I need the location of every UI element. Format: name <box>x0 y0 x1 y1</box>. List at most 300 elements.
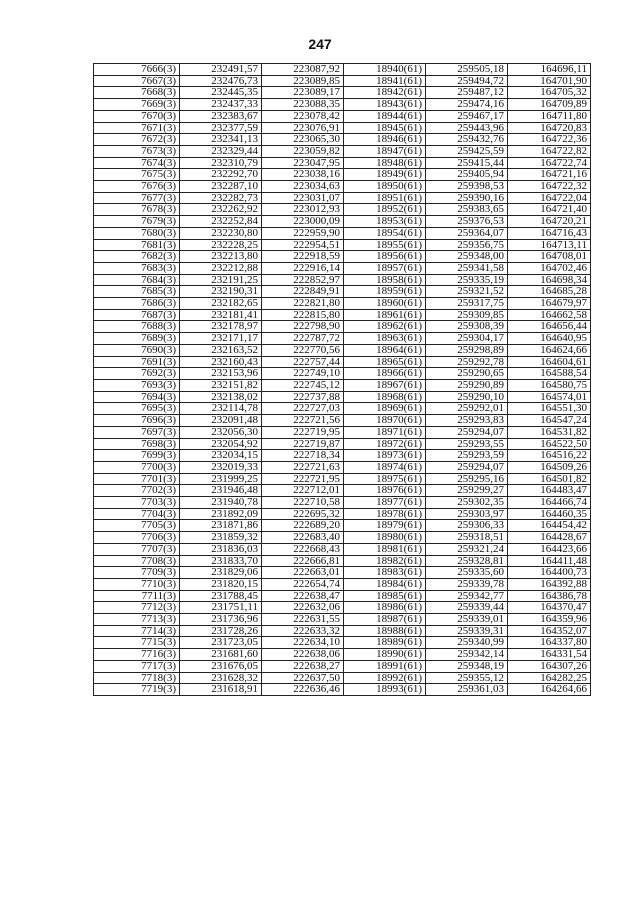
table-row <box>94 169 591 181</box>
table-cell: 164580,75 <box>508 379 591 391</box>
table-cell: 164713,11 <box>508 239 591 251</box>
table-cell: 18964(61) <box>344 344 426 356</box>
table-cell: 7688(3) <box>94 321 180 333</box>
table-row <box>94 157 591 169</box>
table-cell: 223087,92 <box>262 64 344 76</box>
table-cell: 232491,57 <box>180 64 262 76</box>
table-cell: 7666(3) <box>94 64 180 76</box>
table-cell: 164370,47 <box>508 602 591 614</box>
table-cell: 7711(3) <box>94 590 180 602</box>
table-cell: 164722,36 <box>508 134 591 146</box>
table-cell: 7680(3) <box>94 227 180 239</box>
table-cell: 164662,58 <box>508 309 591 321</box>
table-cell: 232181,41 <box>180 309 262 321</box>
table-cell: 7677(3) <box>94 192 180 204</box>
table-cell: 231829,06 <box>180 567 262 579</box>
table-row <box>94 532 591 544</box>
table-cell: 231723,05 <box>180 637 262 649</box>
table-cell: 232151,82 <box>180 379 262 391</box>
table-row <box>94 192 591 204</box>
table-row <box>94 660 591 672</box>
table-cell: 222849,91 <box>262 286 344 298</box>
table-cell: 7705(3) <box>94 520 180 532</box>
table-cell: 164551,30 <box>508 403 591 415</box>
table-cell: 164307,26 <box>508 660 591 672</box>
table-cell: 18962(61) <box>344 321 426 333</box>
table-cell: 259339,44 <box>426 602 508 614</box>
table-cell: 18992(61) <box>344 672 426 684</box>
table-cell: 164454,42 <box>508 520 591 532</box>
table-cell: 7691(3) <box>94 356 180 368</box>
table-cell: 231788,45 <box>180 590 262 602</box>
table-cell: 7685(3) <box>94 286 180 298</box>
table-cell: 7676(3) <box>94 181 180 193</box>
table-cell: 232252,84 <box>180 216 262 228</box>
page-number: 247 <box>308 36 332 52</box>
table-cell: 164428,67 <box>508 532 591 544</box>
table-cell: 7710(3) <box>94 578 180 590</box>
table-cell: 7682(3) <box>94 251 180 263</box>
table-cell: 222633,32 <box>262 625 344 637</box>
table-cell: 18944(61) <box>344 110 426 122</box>
table-cell: 231892,09 <box>180 508 262 520</box>
table-cell: 7683(3) <box>94 262 180 274</box>
table-row <box>94 403 591 415</box>
table-cell: 18956(61) <box>344 251 426 263</box>
table-cell: 222770,56 <box>262 344 344 356</box>
table-cell: 259339,31 <box>426 625 508 637</box>
table-cell: 232230,80 <box>180 227 262 239</box>
table-cell: 18983(61) <box>344 567 426 579</box>
table-cell: 7713(3) <box>94 614 180 626</box>
table-cell: 222632,06 <box>262 602 344 614</box>
table-cell: 259339,78 <box>426 578 508 590</box>
table-cell: 232190,31 <box>180 286 262 298</box>
table-cell: 222821,80 <box>262 298 344 310</box>
table-cell: 164705,32 <box>508 87 591 99</box>
table-cell: 232138,02 <box>180 391 262 403</box>
table-cell: 232163,52 <box>180 344 262 356</box>
table-cell: 164711,80 <box>508 110 591 122</box>
table-cell: 7693(3) <box>94 379 180 391</box>
table-cell: 232171,17 <box>180 333 262 345</box>
table-row <box>94 64 591 76</box>
table-cell: 7703(3) <box>94 497 180 509</box>
table-cell: 231676,05 <box>180 660 262 672</box>
table-cell: 164359,96 <box>508 614 591 626</box>
table-row <box>94 262 591 274</box>
table-cell: 259348,19 <box>426 660 508 672</box>
table-cell: 164696,11 <box>508 64 591 76</box>
table-cell: 222638,27 <box>262 660 344 672</box>
table-cell: 18941(61) <box>344 75 426 87</box>
table-cell: 164282,25 <box>508 672 591 684</box>
table-cell: 259474,16 <box>426 99 508 111</box>
table-cell: 259303,97 <box>426 508 508 520</box>
table-cell: 232191,25 <box>180 274 262 286</box>
table-cell: 232054,92 <box>180 438 262 450</box>
table-row <box>94 578 591 590</box>
table-cell: 232213,80 <box>180 251 262 263</box>
table-cell: 164708,01 <box>508 251 591 263</box>
table-cell: 232056,30 <box>180 426 262 438</box>
table-cell: 222631,55 <box>262 614 344 626</box>
table-cell: 18950(61) <box>344 181 426 193</box>
table-cell: 18982(61) <box>344 555 426 567</box>
table-row <box>94 473 591 485</box>
table-cell: 164392,88 <box>508 578 591 590</box>
table-cell: 7708(3) <box>94 555 180 567</box>
table-row <box>94 520 591 532</box>
table-cell: 222954,51 <box>262 239 344 251</box>
table-cell: 232282,73 <box>180 192 262 204</box>
table-cell: 231820,15 <box>180 578 262 590</box>
table-cell: 259304,17 <box>426 333 508 345</box>
table-row <box>94 145 591 157</box>
table-cell: 232445,35 <box>180 87 262 99</box>
table-cell: 222634,10 <box>262 637 344 649</box>
table-row <box>94 602 591 614</box>
table-cell: 222637,50 <box>262 672 344 684</box>
table-row <box>94 134 591 146</box>
table-row <box>94 216 591 228</box>
table-row <box>94 227 591 239</box>
table-cell: 7699(3) <box>94 450 180 462</box>
table-row <box>94 87 591 99</box>
table-cell: 223047,95 <box>262 157 344 169</box>
table-cell: 222683,40 <box>262 532 344 544</box>
table-row <box>94 614 591 626</box>
table-cell: 18954(61) <box>344 227 426 239</box>
table-cell: 18986(61) <box>344 602 426 614</box>
table-cell: 259309,85 <box>426 309 508 321</box>
table-cell: 7712(3) <box>94 602 180 614</box>
table-cell: 18957(61) <box>344 262 426 274</box>
table-cell: 232292,70 <box>180 169 262 181</box>
table-cell: 259292,01 <box>426 403 508 415</box>
table-cell: 164624,66 <box>508 344 591 356</box>
table-cell: 18972(61) <box>344 438 426 450</box>
table-cell: 164679,97 <box>508 298 591 310</box>
table-cell: 259364,07 <box>426 227 508 239</box>
table-cell: 7692(3) <box>94 368 180 380</box>
table-row <box>94 356 591 368</box>
table-cell: 223089,17 <box>262 87 344 99</box>
table-row <box>94 625 591 637</box>
table-cell: 18970(61) <box>344 415 426 427</box>
table-cell: 164698,34 <box>508 274 591 286</box>
table-cell: 7702(3) <box>94 485 180 497</box>
table-cell: 18984(61) <box>344 578 426 590</box>
table-cell: 223078,42 <box>262 110 344 122</box>
table-cell: 18988(61) <box>344 625 426 637</box>
table-cell: 259335,60 <box>426 567 508 579</box>
table-cell: 7674(3) <box>94 157 180 169</box>
table-cell: 223088,35 <box>262 99 344 111</box>
table-cell: 164400,73 <box>508 567 591 579</box>
table-cell: 18949(61) <box>344 169 426 181</box>
table-cell: 164604,61 <box>508 356 591 368</box>
table-cell: 18955(61) <box>344 239 426 251</box>
table-cell: 7698(3) <box>94 438 180 450</box>
table-cell: 232212,88 <box>180 262 262 274</box>
table-cell: 222636,46 <box>262 684 344 696</box>
table-row <box>94 110 591 122</box>
table-cell: 232182,65 <box>180 298 262 310</box>
table-cell: 222721,56 <box>262 415 344 427</box>
table-cell: 223038,16 <box>262 169 344 181</box>
table-cell: 223034,63 <box>262 181 344 193</box>
table-cell: 18993(61) <box>344 684 426 696</box>
table-cell: 7715(3) <box>94 637 180 649</box>
table-cell: 259340,99 <box>426 637 508 649</box>
table-cell: 164509,26 <box>508 461 591 473</box>
table-cell: 259390,16 <box>426 192 508 204</box>
table-cell: 231859,32 <box>180 532 262 544</box>
table-row <box>94 637 591 649</box>
table-row <box>94 99 591 111</box>
table-cell: 7669(3) <box>94 99 180 111</box>
table-cell: 164547,24 <box>508 415 591 427</box>
table-cell: 164331,54 <box>508 649 591 661</box>
table-cell: 222727,03 <box>262 403 344 415</box>
table-cell: 18968(61) <box>344 391 426 403</box>
table-cell: 231751,11 <box>180 602 262 614</box>
table-cell: 222638,47 <box>262 590 344 602</box>
table-cell: 7696(3) <box>94 415 180 427</box>
table-cell: 259293,59 <box>426 450 508 462</box>
table-cell: 164709,89 <box>508 99 591 111</box>
table-cell: 259383,65 <box>426 204 508 216</box>
table-cell: 259355,12 <box>426 672 508 684</box>
table-row <box>94 368 591 380</box>
table-row <box>94 508 591 520</box>
table-cell: 7694(3) <box>94 391 180 403</box>
table-cell: 259342,14 <box>426 649 508 661</box>
table-cell: 222959,90 <box>262 227 344 239</box>
table-cell: 164721,16 <box>508 169 591 181</box>
table-cell: 7675(3) <box>94 169 180 181</box>
table-cell: 222695,32 <box>262 508 344 520</box>
table-row <box>94 415 591 427</box>
table-cell: 18951(61) <box>344 192 426 204</box>
table-cell: 259295,16 <box>426 473 508 485</box>
table-cell: 223031,07 <box>262 192 344 204</box>
table-cell: 164386,78 <box>508 590 591 602</box>
table-cell: 259306,33 <box>426 520 508 532</box>
table-cell: 222749,10 <box>262 368 344 380</box>
table-cell: 18975(61) <box>344 473 426 485</box>
table-cell: 232437,33 <box>180 99 262 111</box>
table-cell: 222666,81 <box>262 555 344 567</box>
table-row <box>94 321 591 333</box>
table-cell: 222815,80 <box>262 309 344 321</box>
table-row <box>94 590 591 602</box>
table-cell: 7690(3) <box>94 344 180 356</box>
table-cell: 7716(3) <box>94 649 180 661</box>
coordinates-table-body <box>94 64 591 696</box>
table-cell: 259443,96 <box>426 122 508 134</box>
table-cell: 164531,82 <box>508 426 591 438</box>
table-cell: 18948(61) <box>344 157 426 169</box>
table-cell: 18945(61) <box>344 122 426 134</box>
table-cell: 164702,46 <box>508 262 591 274</box>
table-cell: 232034,15 <box>180 450 262 462</box>
table-cell: 164640,95 <box>508 333 591 345</box>
table-cell: 222852,97 <box>262 274 344 286</box>
table-cell: 259487,12 <box>426 87 508 99</box>
table-cell: 18978(61) <box>344 508 426 520</box>
table-cell: 164352,07 <box>508 625 591 637</box>
table-cell: 232228,25 <box>180 239 262 251</box>
table-cell: 259405,94 <box>426 169 508 181</box>
table-cell: 18953(61) <box>344 216 426 228</box>
table-cell: 7667(3) <box>94 75 180 87</box>
table-cell: 222757,44 <box>262 356 344 368</box>
table-cell: 18967(61) <box>344 379 426 391</box>
table-cell: 222721,95 <box>262 473 344 485</box>
table-cell: 164722,32 <box>508 181 591 193</box>
table-row <box>94 379 591 391</box>
table-cell: 259321,24 <box>426 543 508 555</box>
table-cell: 164701,90 <box>508 75 591 87</box>
table-cell: 259415,44 <box>426 157 508 169</box>
table-cell: 222668,43 <box>262 543 344 555</box>
table-row <box>94 672 591 684</box>
table-cell: 164264,66 <box>508 684 591 696</box>
table-cell: 164685,28 <box>508 286 591 298</box>
table-cell: 232178,97 <box>180 321 262 333</box>
table-cell: 18990(61) <box>344 649 426 661</box>
table-cell: 164722,04 <box>508 192 591 204</box>
table-cell: 259318,51 <box>426 532 508 544</box>
table-cell: 222916,14 <box>262 262 344 274</box>
table-row <box>94 298 591 310</box>
table-cell: 164656,44 <box>508 321 591 333</box>
table-cell: 7707(3) <box>94 543 180 555</box>
table-cell: 18961(61) <box>344 309 426 321</box>
table-cell: 222712,01 <box>262 485 344 497</box>
table-cell: 7719(3) <box>94 684 180 696</box>
table-cell: 259294,07 <box>426 461 508 473</box>
table-cell: 7673(3) <box>94 145 180 157</box>
table-cell: 223065,30 <box>262 134 344 146</box>
table-cell: 259317,75 <box>426 298 508 310</box>
table-cell: 164720,83 <box>508 122 591 134</box>
table-cell: 164460,35 <box>508 508 591 520</box>
table-cell: 7689(3) <box>94 333 180 345</box>
table-cell: 232476,73 <box>180 75 262 87</box>
table-cell: 18940(61) <box>344 64 426 76</box>
table-cell: 18976(61) <box>344 485 426 497</box>
table-cell: 222689,20 <box>262 520 344 532</box>
table-row <box>94 344 591 356</box>
table-cell: 231728,26 <box>180 625 262 637</box>
table-row <box>94 567 591 579</box>
table-cell: 7671(3) <box>94 122 180 134</box>
table-row <box>94 438 591 450</box>
table-cell: 222745,12 <box>262 379 344 391</box>
table-cell: 18947(61) <box>344 145 426 157</box>
table-cell: 231618,91 <box>180 684 262 696</box>
table-cell: 232341,13 <box>180 134 262 146</box>
table-cell: 18959(61) <box>344 286 426 298</box>
table-cell: 222718,34 <box>262 450 344 462</box>
table-cell: 164721,40 <box>508 204 591 216</box>
table-cell: 223059,82 <box>262 145 344 157</box>
table-cell: 259376,53 <box>426 216 508 228</box>
table-cell: 7684(3) <box>94 274 180 286</box>
table-cell: 232153,96 <box>180 368 262 380</box>
table-cell: 231946,48 <box>180 485 262 497</box>
table-cell: 231871,86 <box>180 520 262 532</box>
table-row <box>94 497 591 509</box>
table-cell: 231940,78 <box>180 497 262 509</box>
table-cell: 259335,19 <box>426 274 508 286</box>
table-cell: 232091,48 <box>180 415 262 427</box>
table-row <box>94 251 591 263</box>
table-row <box>94 333 591 345</box>
table-cell: 259290,89 <box>426 379 508 391</box>
table-cell: 164483,47 <box>508 485 591 497</box>
table-cell: 164722,82 <box>508 145 591 157</box>
table-cell: 259361,03 <box>426 684 508 696</box>
table-cell: 232262,92 <box>180 204 262 216</box>
table-cell: 164716,43 <box>508 227 591 239</box>
table-cell: 18987(61) <box>344 614 426 626</box>
table-cell: 259356,75 <box>426 239 508 251</box>
table-cell: 18979(61) <box>344 520 426 532</box>
table-cell: 18991(61) <box>344 660 426 672</box>
table-cell: 222737,88 <box>262 391 344 403</box>
table-cell: 7668(3) <box>94 87 180 99</box>
table-cell: 164466,74 <box>508 497 591 509</box>
table-cell: 223089,85 <box>262 75 344 87</box>
table-cell: 7701(3) <box>94 473 180 485</box>
table-cell: 18965(61) <box>344 356 426 368</box>
table-cell: 222798,90 <box>262 321 344 333</box>
table-cell: 231833,70 <box>180 555 262 567</box>
table-cell: 7670(3) <box>94 110 180 122</box>
table-cell: 164501,82 <box>508 473 591 485</box>
table-cell: 18943(61) <box>344 99 426 111</box>
table-row <box>94 485 591 497</box>
table-cell: 7706(3) <box>94 532 180 544</box>
table-cell: 18958(61) <box>344 274 426 286</box>
table-row <box>94 543 591 555</box>
table-row <box>94 426 591 438</box>
table-cell: 18966(61) <box>344 368 426 380</box>
table-cell: 259467,17 <box>426 110 508 122</box>
table-cell: 18969(61) <box>344 403 426 415</box>
table-cell: 18977(61) <box>344 497 426 509</box>
table-cell: 259432,76 <box>426 134 508 146</box>
table-cell: 231736,96 <box>180 614 262 626</box>
table-cell: 232310,79 <box>180 157 262 169</box>
table-cell: 259328,81 <box>426 555 508 567</box>
table-cell: 259302,35 <box>426 497 508 509</box>
table-cell: 259398,53 <box>426 181 508 193</box>
table-row <box>94 122 591 134</box>
table-cell: 7717(3) <box>94 660 180 672</box>
table-cell: 259348,00 <box>426 251 508 263</box>
table-cell: 222719,95 <box>262 426 344 438</box>
table-row <box>94 649 591 661</box>
table-cell: 259298,89 <box>426 344 508 356</box>
table-cell: 259505,18 <box>426 64 508 76</box>
coordinates-table <box>93 63 591 696</box>
table-cell: 164337,80 <box>508 637 591 649</box>
